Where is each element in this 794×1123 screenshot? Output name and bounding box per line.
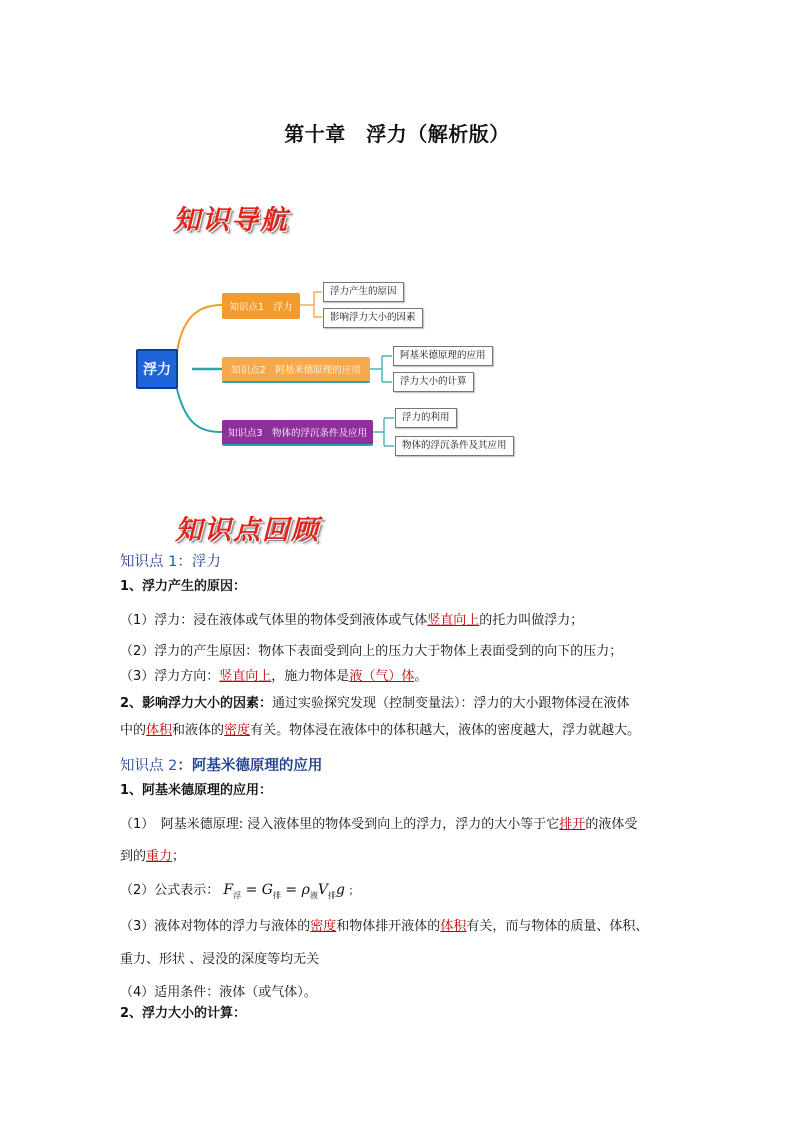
text: 。 [414,669,428,684]
text: 和液体的 [172,723,225,738]
paragraph [120,668,427,686]
formula-subscript: 排 [327,890,336,900]
text: （1）浮力：浸在液体或气体里的物体受到液体或气体 [120,613,428,628]
formula-symbol: G [261,882,273,898]
paragraph [120,695,630,713]
highlight: 密度 [224,723,251,738]
highlight: 密度 [310,919,337,934]
formula-subscript: 排 [272,890,281,900]
text: 有关，而与物体的质量、体积、 [466,919,649,934]
highlight: 重力 [146,849,173,864]
mind-map-branch-2: 知识点2 阿基米德原理的应用 [222,357,370,383]
heading-suffix: ：阿基米德原理的应用 [177,758,323,774]
page-title: 第十章 浮力（解析版） [284,122,510,146]
heading-prefix: 知识点 [120,554,169,570]
heading-suffix: ：浮力 [177,554,221,570]
text: 到的 [120,849,147,864]
highlight: 排开 [559,817,586,832]
formula-end: ； [344,884,360,897]
mind-map-leaf: 浮力大小的计算 [393,372,474,392]
text: 的托力叫做浮力； [479,613,584,628]
highlight: 液（气）体 [349,669,415,684]
heading-number: 1 [168,554,178,570]
highlight: 体积 [146,723,173,738]
knowledge-navigation-banner: 知识导航 [173,205,289,236]
subheading: 1、阿基米德原理的应用： [120,783,273,798]
buoyancy-formula [223,882,359,898]
formula-symbol: ρ [301,882,310,898]
formula-operator: = [241,882,262,898]
highlight: 竖直向上 [219,669,272,684]
text: （2）公式表示： [120,883,220,898]
mind-map [130,275,550,465]
highlight: 竖直向上 [427,613,480,628]
mind-map-leaf: 影响浮力大小的因素 [323,308,423,328]
text: 通过实验探究发现（控制变量法）：浮力的大小跟物体浸在液体 [272,696,630,711]
mind-map-leaf: 浮力产生的原因 [323,282,404,302]
text: 有关。物体浸在液体中的体积越大，液体的密度越大，浮力就越大。 [250,723,641,738]
formula-symbol: g [335,882,345,898]
heading-prefix: 知识点 [120,758,169,774]
mind-map-leaf: 浮力的利用 [395,408,457,428]
subheading: 2、浮力大小的计算： [120,1006,247,1021]
paragraph [120,612,583,630]
mind-map-leaf: 阿基米德原理的应用 [393,346,493,366]
paragraph: （4）适用条件：液体（或气体）。 [120,985,317,1000]
formula-symbol: F [223,882,234,898]
subheading: 1、浮力产生的原因： [120,579,247,594]
knowledge-point-2-heading [120,757,322,775]
text: （1） 阿基米德原理: 浸入液体里的物体受到向上的浮力，浮力的大小等于它 [120,817,560,832]
paragraph [120,918,648,936]
highlight: 体积 [440,919,467,934]
paragraph [120,848,185,866]
text: （3）液体对物体的浮力与液体的 [120,919,311,934]
mind-map-branch-3: 知识点3 物体的浮沉条件及应用 [222,420,373,446]
formula-subscript: 浮 [233,890,242,900]
paragraph [120,816,637,834]
text: ； [172,849,186,864]
mind-map-leaf: 物体的浮沉条件及其应用 [395,436,514,456]
mind-map-root: 浮力 [136,349,178,389]
formula-operator: = [280,882,302,898]
paragraph [120,881,359,905]
formula-symbol: V [317,882,328,898]
mind-map-branch-1: 知识点1 浮力 [222,293,300,319]
knowledge-review-banner: 知识点回顾 [175,515,320,546]
text: 中的 [120,723,147,738]
paragraph [120,722,640,740]
heading-number: 2 [168,758,178,774]
text: 和物体排开液体的 [336,919,441,934]
text: 的液体受 [585,817,638,832]
paragraph: （2）浮力的产生原因：物体下表面受到向上的压力大于物体上表面受到的向下的压力； [120,644,623,659]
subheading: 2、影响浮力大小的因素： [120,696,273,711]
paragraph: 重力、形状 、浸没的深度等均无关 [120,952,320,967]
text: ，施力物体是 [271,669,350,684]
text: （3）浮力方向： [120,669,220,684]
formula-subscript: 液 [309,890,318,900]
knowledge-point-1-heading [120,553,221,571]
